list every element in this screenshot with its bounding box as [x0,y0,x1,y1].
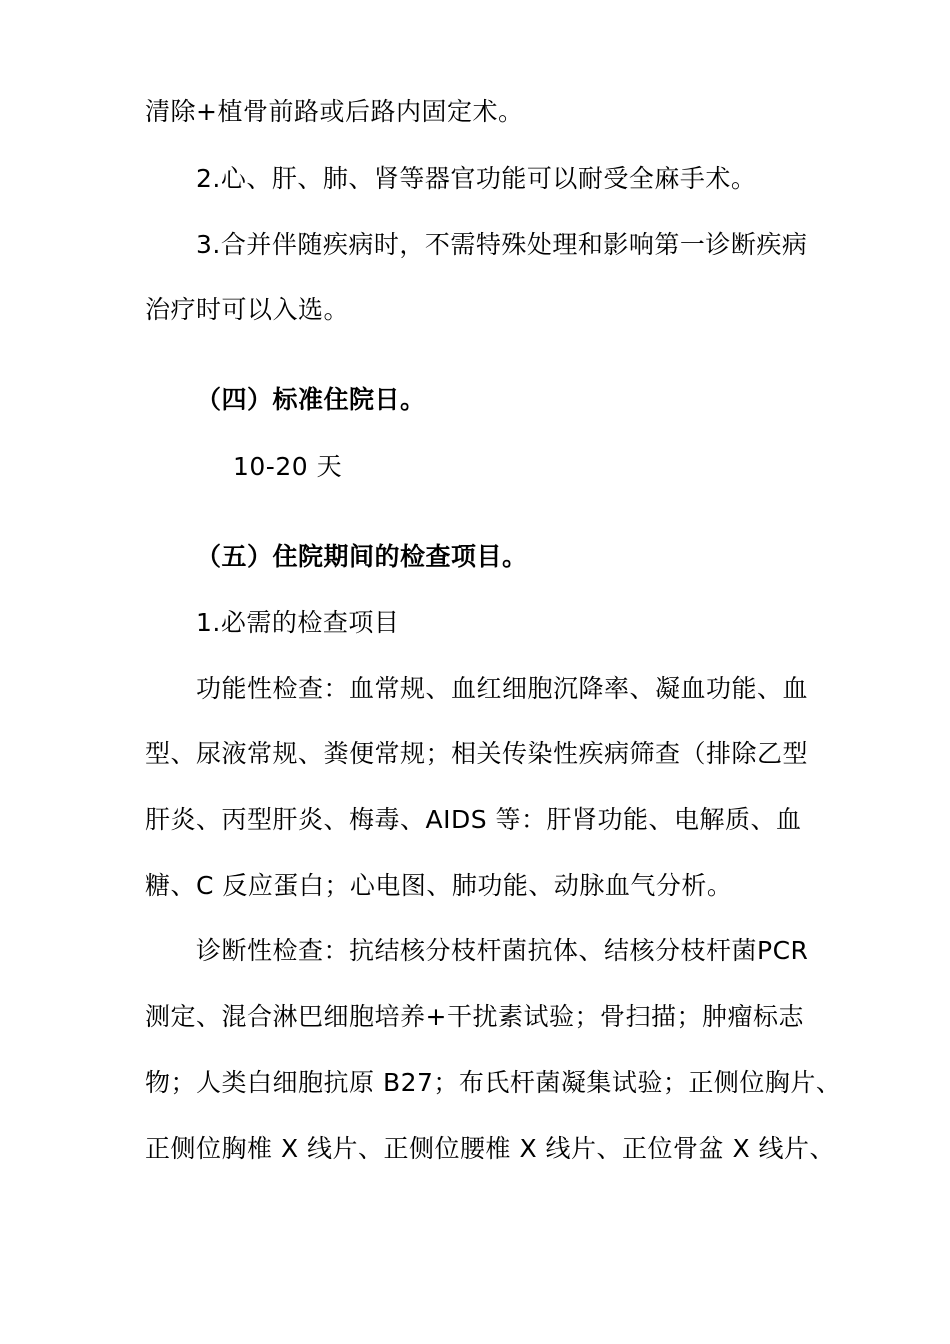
paragraph-line: 清除+植骨前路或后路内固定术。 [145,97,524,126]
paragraph-line: 10-20 天 [233,452,343,481]
paragraph-line: 糖、C 反应蛋白；心电图、肺功能、动脉血气分析。 [145,871,733,900]
paragraph-line: 物；人类白细胞抗原 B27；布氏杆菌凝集试验；正侧位胸片、 [145,1068,842,1097]
section-heading: （五）住院期间的检查项目。 [196,542,528,571]
paragraph-line: 功能性检查：血常规、血红细胞沉降率、凝血功能、血 [196,674,809,703]
paragraph-line: 正侧位胸椎 X 线片、正侧位腰椎 X 线片、正位骨盆 X 线片、 [145,1134,836,1163]
paragraph-line: 诊断性检查：抗结核分枝杆菌抗体、结核分枝杆菌PCR [196,936,809,965]
paragraph-line: 2.心、肝、肺、肾等器官功能可以耐受全麻手术。 [196,164,757,193]
paragraph-line: 型、尿液常规、粪便常规；相关传染性疾病筛查（排除乙型 [145,739,809,768]
paragraph-line: 测定、混合淋巴细胞培养+干扰素试验；骨扫描；肿瘤标志 [145,1002,804,1031]
section-heading: （四）标准住院日。 [196,385,426,414]
paragraph-line: 治疗时可以入选。 [145,295,350,324]
paragraph-line: 肝炎、丙型肝炎、梅毒、AIDS 等：肝肾功能、电解质、血 [145,805,802,834]
subsection-title: 1.必需的检查项目 [196,608,400,637]
paragraph-line: 3.合并伴随疾病时，不需特殊处理和影响第一诊断疾病 [196,230,808,259]
